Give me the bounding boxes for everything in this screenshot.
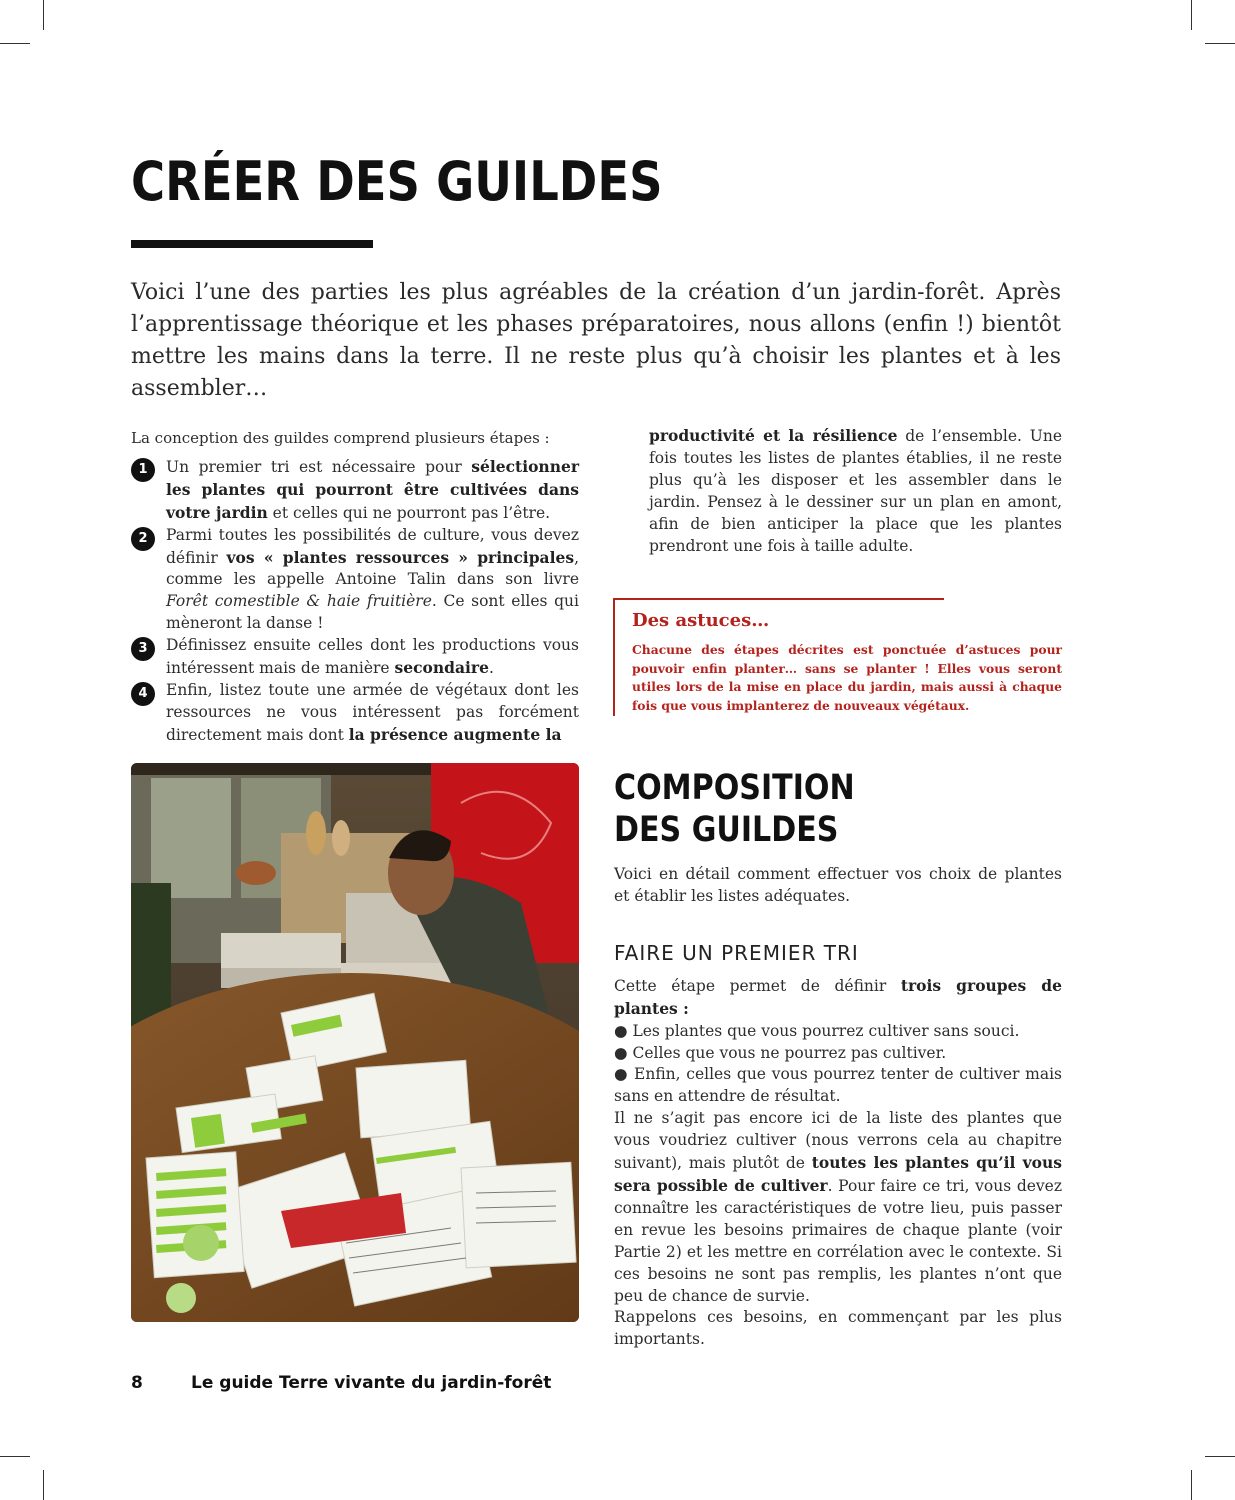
crop-mark: [1191, 0, 1192, 30]
lead-text: Cette étape permet de définir: [614, 976, 901, 995]
crop-mark: [43, 0, 44, 30]
tips-top-rule: [613, 598, 944, 600]
step-text: . Ce sont elles qui mèneront la danse !: [166, 592, 579, 633]
book-title-italic: Forêt comestible & haie fruitière: [166, 592, 432, 611]
tips-body: Chacune des étapes décrites est ponctuée d’astuces pour pouvoir enfin planter… sans se planter ! Elles vous seront utiles lors de la mise en place du jardin, mais aussi à chaque fois que vous implanterez de nouveaux végétaux.: [632, 642, 1062, 713]
step-text: Enfin, listez toute une armée de végétaux dont les ressources ne vous intéressent pas forcément directement mais dont: [166, 680, 579, 744]
step-emphasis: secondaire: [394, 658, 489, 678]
photo-illustration: [131, 763, 579, 1322]
step-number-badge: 2: [131, 527, 155, 551]
step-emphasis: sélectionner les plantes qui pourront être cultivées dans votre jardin: [166, 456, 579, 522]
step-text: .: [488, 659, 494, 678]
lead-emphasis: trois groupes de plantes :: [614, 975, 1062, 1018]
crop-mark: [43, 1470, 44, 1500]
composition-intro: Voici en détail comment effectuer vos choix de plantes et établir les listes adéquates.: [614, 865, 1062, 905]
section-title: [614, 767, 855, 851]
crop-mark: [1191, 1470, 1192, 1500]
step-number-badge: 3: [131, 637, 155, 661]
body-text: . Pour faire ce tri, vous devez connaître les caractéristiques de votre lieu, puis passer en revue les besoins primaires de chaque plante (voir Partie 2) et les mettre en corrélation avec le contexte. Si ces besoins ne sont pas remplis, les plantes n’ont que peu de chance de survie.: [614, 1176, 1063, 1305]
step-item: [131, 525, 579, 636]
list-item: ● Les plantes que vous pourrez cultiver sans souci.: [614, 1021, 1020, 1040]
step-emphasis: la présence augmente la: [348, 724, 562, 744]
step-text: et celles qui ne pourront pas l’être.: [267, 503, 551, 522]
page-number: 8: [131, 1373, 143, 1393]
step-text: Définissez ensuite celles dont les productions vous intéressent mais de manière: [166, 636, 579, 678]
step-text: Parmi toutes les possibilités de culture, vous devez définir: [166, 525, 579, 567]
continuation-text: [649, 425, 1062, 557]
step-item: [131, 456, 579, 525]
tips-box: [613, 598, 1063, 716]
list-item-text: Celles que vous ne pourrez pas cultiver.: [632, 1043, 947, 1062]
body-paragraph: Rappelons ces besoins, en commençant par les plus importants.: [614, 1308, 1062, 1349]
workshop-photo: [131, 763, 579, 1322]
tips-side-rule: [613, 598, 615, 716]
page-title: CRÉER DES GUILDES: [131, 150, 663, 213]
running-title: Le guide Terre vivante du jardin-forêt: [191, 1373, 552, 1393]
intro-paragraph: Voici l’une des parties les plus agréables de la création d’un jardin-forêt. Après l’apprentissage théorique et les phases préparatoires, nous allons (enfin !) bientôt mettre les mains dans la terre. Il ne reste plus qu’à choisir les plantes et à les assembler…: [131, 280, 1061, 401]
crop-mark: [1205, 1456, 1235, 1457]
continuation-body: de l’ensemble. Une fois toutes les listes de plantes établies, il ne reste plus qu’à les disposer et les assembler dans le jardin. Pensez à le dessiner sur un plan en amont, afin de bien anticiper la place que les plantes prendront une fois à taille adulte.: [649, 427, 1062, 555]
body-emphasis: toutes les plantes qu’il vous sera possible de cultiver: [614, 1153, 1062, 1195]
crop-mark: [0, 43, 30, 44]
crop-mark: [0, 1456, 30, 1457]
section-title-line: DES GUILDES: [614, 810, 839, 850]
list-item-text: Enfin, celles que vous pourrez tenter de cultiver mais sans en attendre de résultat.: [614, 1065, 1062, 1106]
step-text: Un premier tri est nécessaire pour: [166, 457, 472, 476]
body-paragraph: [614, 1108, 1062, 1307]
steps-intro: La conception des guildes comprend plusieurs étapes :: [131, 429, 550, 447]
step-number-badge: 4: [131, 682, 155, 706]
list-item: ● Celles que vous ne pourrez pas cultiver.: [614, 1043, 947, 1062]
step-item: [131, 680, 579, 747]
continuation-paragraph: [649, 425, 1062, 557]
list-item: ● Enfin, celles que vous pourrez tenter de cultiver mais sans en attendre de résultat.: [614, 1065, 1062, 1106]
continuation-emphasis: productivité et la résilience: [649, 426, 898, 445]
crop-mark: [1205, 43, 1235, 44]
composition-column: [614, 864, 1062, 1351]
section-title-line: COMPOSITION: [614, 768, 855, 808]
steps-column: [131, 428, 579, 747]
step-text: , comme les appelle Antoine Talin dans son livre: [166, 548, 579, 589]
list-item-text: Les plantes que vous pourrez cultiver sans souci.: [632, 1021, 1020, 1040]
lead-paragraph: [614, 975, 1062, 1021]
body-text: Il ne s’agit pas encore ici de la liste des plantes que vous voudriez cultiver (nous verrons cela au chapitre suivant), mais plutôt de: [614, 1109, 1062, 1173]
step-emphasis: vos « plantes ressources » principales: [226, 547, 575, 567]
page-footer: [131, 1373, 551, 1393]
title-underline: [131, 240, 373, 248]
tips-title: Des astuces…: [632, 610, 770, 631]
step-number-badge: 1: [131, 458, 155, 482]
step-item: [131, 635, 579, 680]
subheading: FAIRE UN PREMIER TRI: [614, 940, 859, 965]
